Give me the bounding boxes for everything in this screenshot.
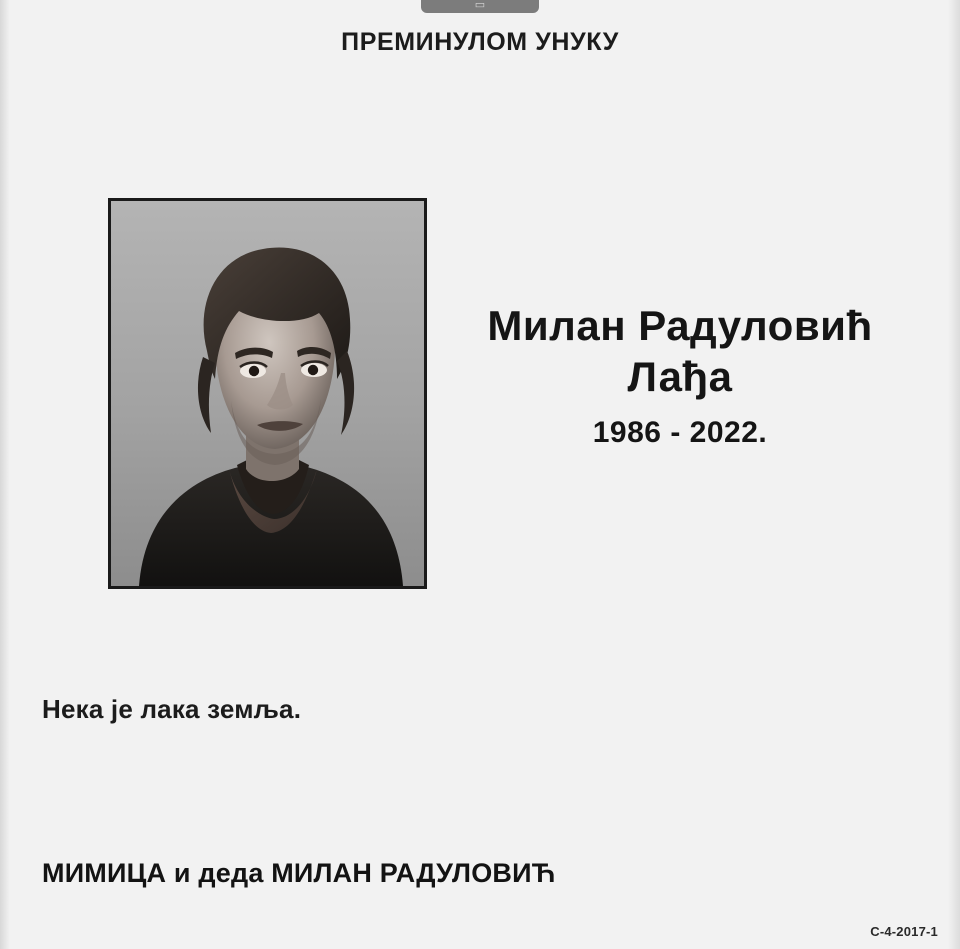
deceased-name-block bbox=[440, 300, 920, 450]
signature-part-1: МИМИЦА bbox=[42, 858, 167, 888]
signature-part-2: МИЛАН РАДУЛОВИЋ bbox=[271, 858, 556, 888]
portrait-photo-icon bbox=[111, 201, 424, 586]
deceased-name-line-1: Милан Радуловић bbox=[487, 302, 873, 349]
condolence-message: Нека је лака земља. bbox=[42, 694, 302, 724]
signature-conjunction: и деда bbox=[173, 858, 264, 888]
life-years: 1986 - 2022. bbox=[592, 416, 768, 450]
deceased-nickname: Лађа bbox=[627, 353, 733, 401]
reference-code: C-4-2017-1 bbox=[870, 924, 938, 939]
notice-headline: ПРЕМИНУЛОМ УНУКУ bbox=[341, 28, 619, 56]
portrait-frame bbox=[108, 198, 427, 589]
nub-glyph-icon: ▭ bbox=[474, 0, 486, 11]
signature-line bbox=[42, 858, 556, 889]
window-top-nub[interactable] bbox=[421, 0, 539, 13]
